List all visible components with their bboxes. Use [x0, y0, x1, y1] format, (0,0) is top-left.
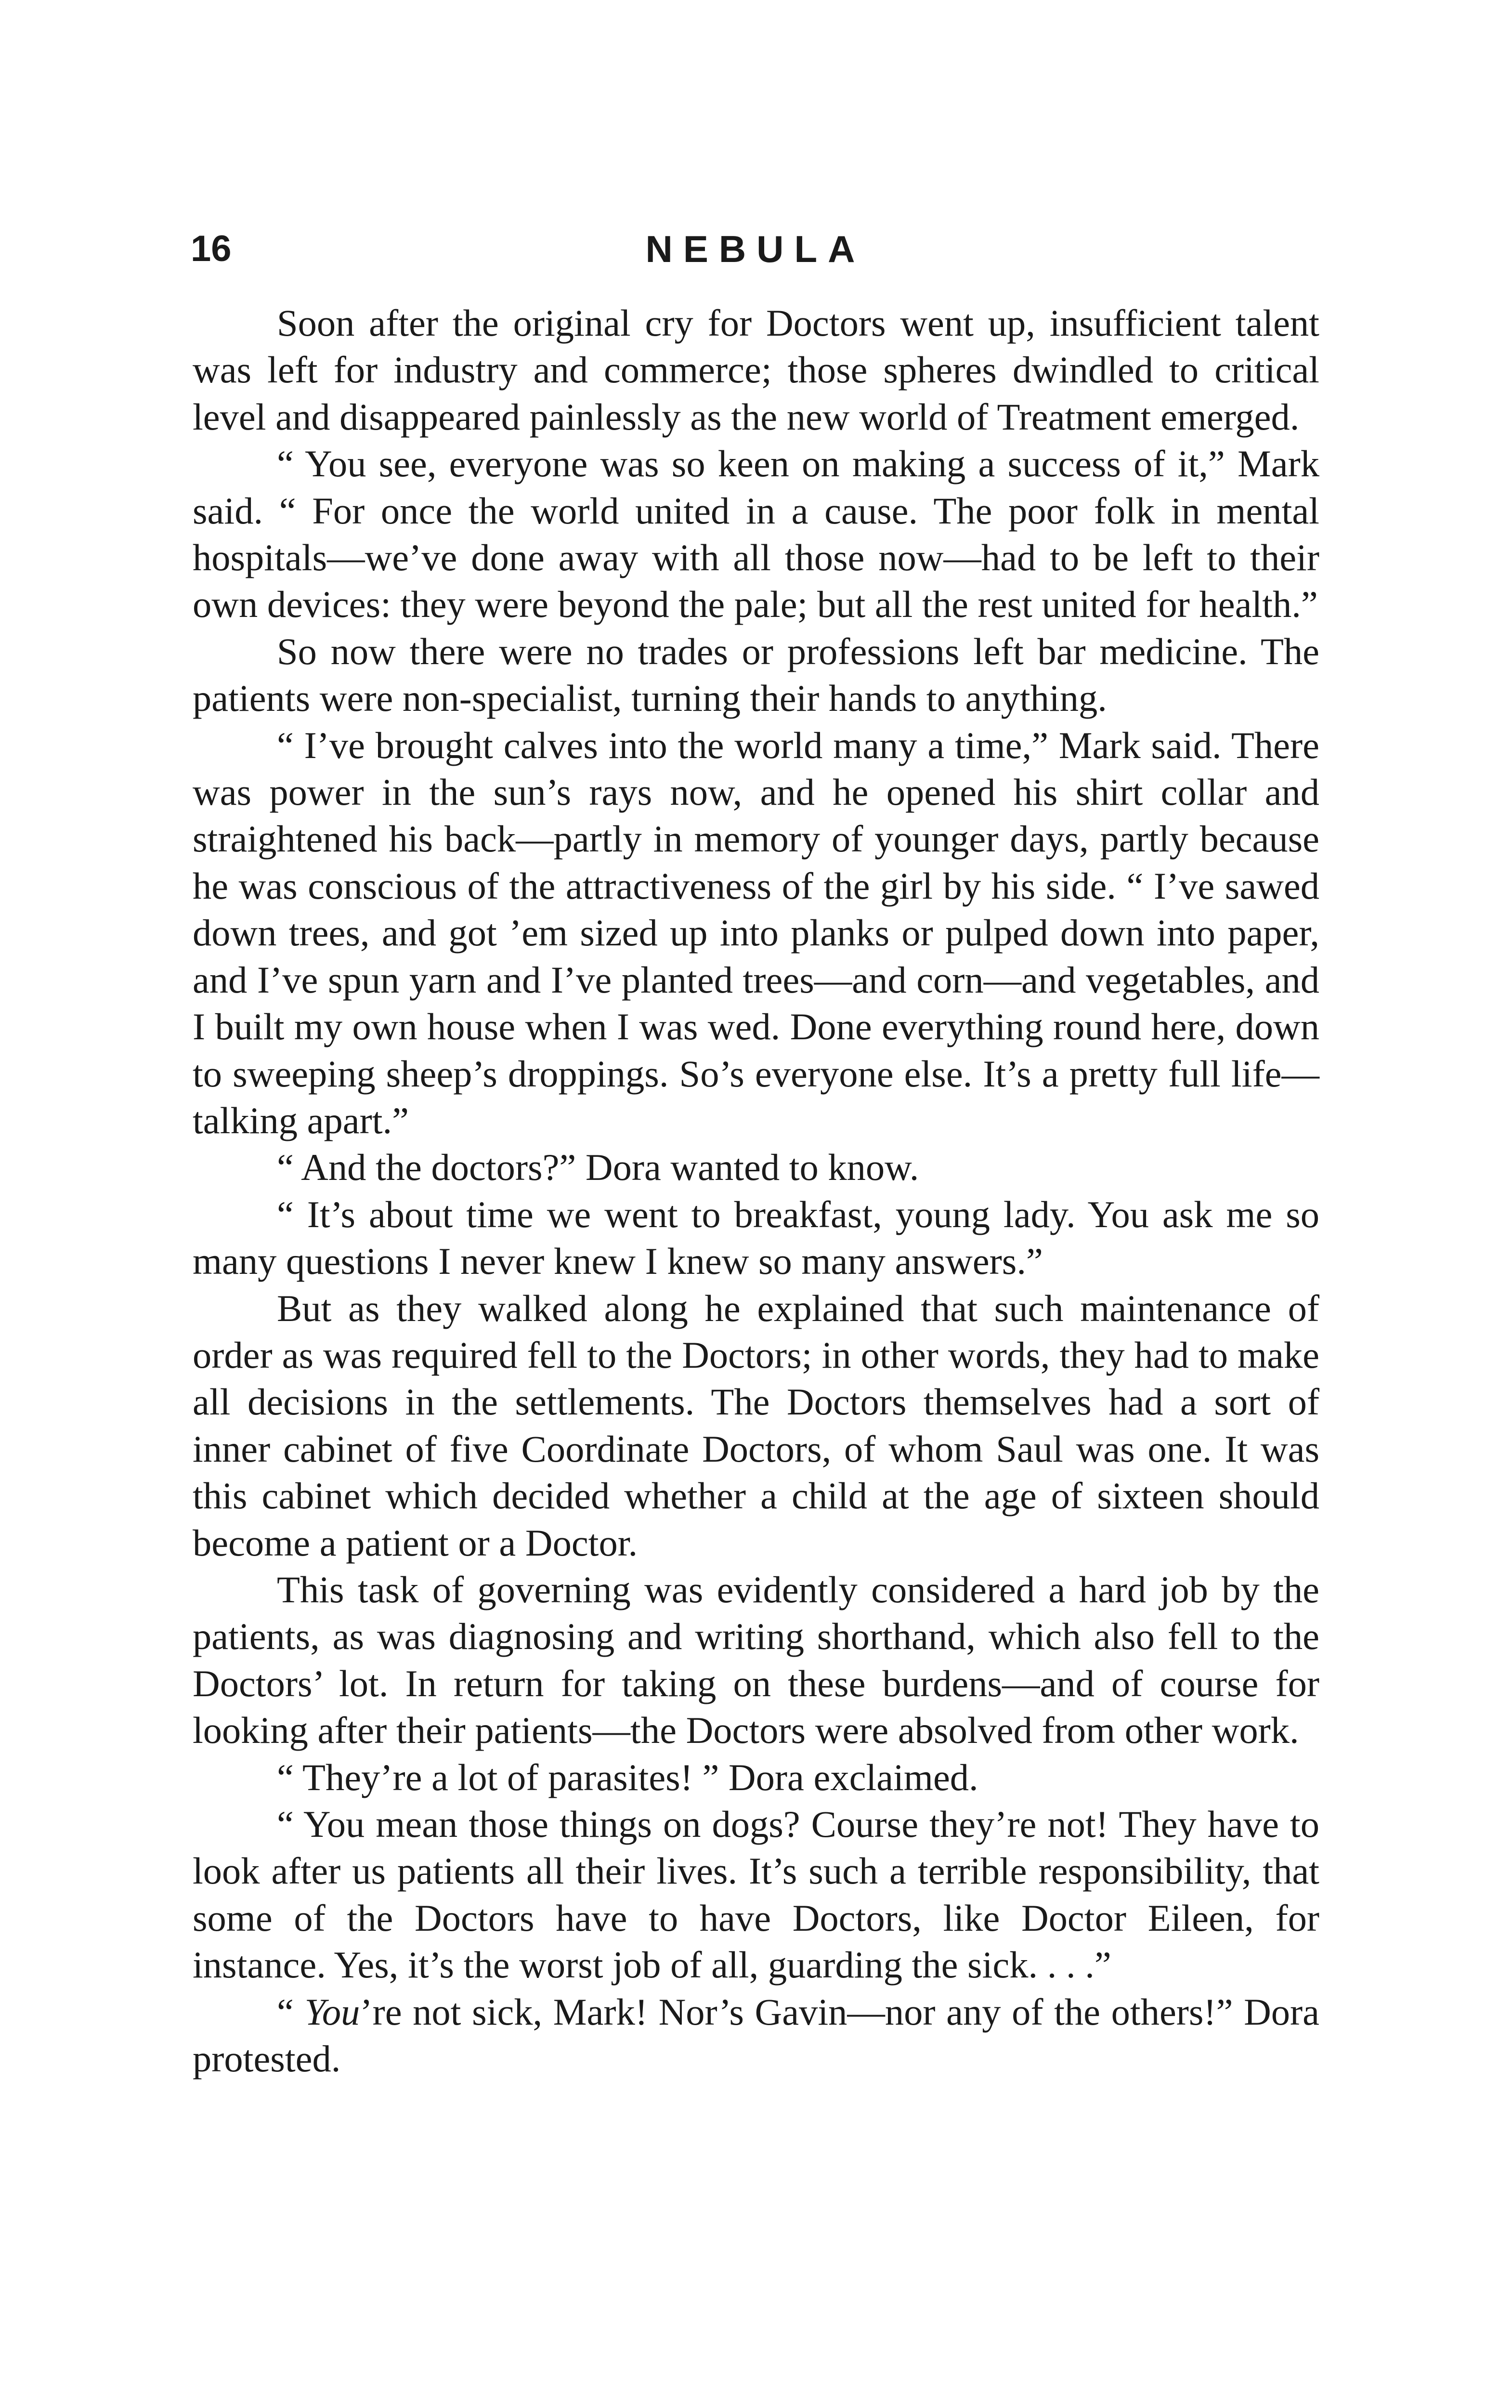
- paragraph: “ You see, everyone was so keen on making a success of it,” Mark said. “ For once the world united in a cause. The poor folk in mental hospitals—we’ve done away with all those now—had to be left to their own devices: they were beyond the pale; but all the rest united for health.”: [193, 443, 1319, 626]
- paragraph-text: ’re not sick, Mark! Nor’s Gavin—nor any of the others!” Dora protested.: [193, 1990, 1320, 2080]
- paragraph: “ They’re a lot of parasites! ” Dora exclaimed.: [277, 1756, 978, 1798]
- paragraph: [193, 1989, 1319, 2082]
- paragraph: But as they walked along he explained that such maintenance of order as was required fell to the Doctors; in other words, they had to make all decisions in the settlements. The Doctors themselves had a sort of inner cabinet of five Coordinate Doctors, of whom Saul was one. It was this cabinet which decided whether a child at the age of sixteen should become a patient or a Doctor.: [193, 1287, 1319, 1564]
- paragraph: “ It’s about time we went to breakfast, young lady. You ask me so many questions I never knew I knew so many answers.”: [193, 1193, 1319, 1283]
- paragraph: “ And the doctors?” Dora wanted to know.: [277, 1146, 919, 1189]
- page-number: 16: [191, 228, 232, 269]
- paragraph: “ You mean those things on dogs? Course they’re not! They have to look after us patients all their lives. It’s such a terrible responsibility, that some of the Doctors have to have Doctors, like Doctor Eileen, for instance. Yes, it’s the worst job of all, guarding the sick. . . .”: [193, 1803, 1319, 1986]
- quote-open: “: [277, 1990, 305, 2033]
- paragraph: Soon after the original cry for Doctors went up, insufficient talent was left for industry and commerce; those spheres dwindled to critical level and disappeared painlessly as the new world of Treatment emerged.: [193, 302, 1319, 438]
- magazine-title: NEBULA: [645, 228, 866, 270]
- paragraph: “ I’ve brought calves into the world many a time,” Mark said. There was power in the sun’s rays now, and he opened his shirt collar and straightened his back—partly in memory of younger days, partly because he was conscious of the attractiveness of the girl by his side. “ I’ve sawed down trees, and got ’em sized up into planks or pulped down into paper, and I’ve spun yarn and I’ve planted trees—and corn—and vegetables, and I built my own house when I was wed. Done everything round here, down to sweeping sheep’s droppings. So’s everyone else. It’s a pretty full life—talking apart.”: [193, 724, 1319, 1141]
- body-text: [193, 300, 1319, 2082]
- emphasis-text: You: [304, 1990, 360, 2033]
- running-head: [191, 222, 1320, 275]
- paragraph: So now there were no trades or professions left bar medicine. The patients were non-specialist, turning their hands to anything.: [193, 630, 1319, 720]
- paragraph: This task of governing was evidently considered a hard job by the patients, as was diagnosing and writing shorthand, which also fell to the Doctors’ lot. In return for taking on these burdens—and of course for looking after their patients—the Doctors were absolved from other work.: [193, 1568, 1319, 1752]
